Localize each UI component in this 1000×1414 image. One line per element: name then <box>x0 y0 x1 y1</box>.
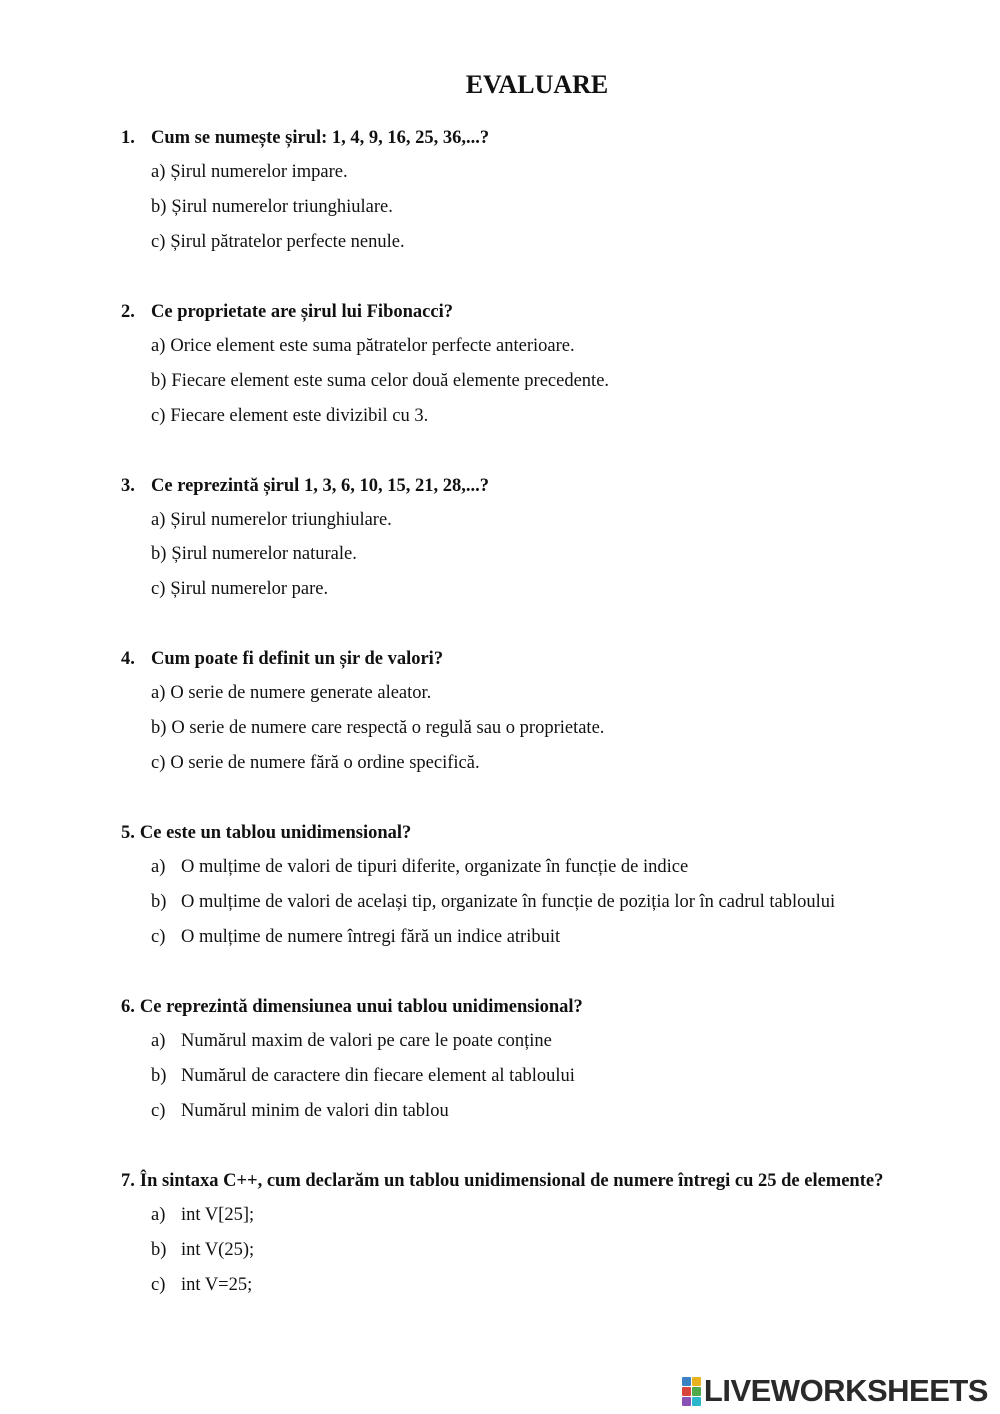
option-c[interactable]: c) O mulțime de numere întregi fără un indice atribuit <box>151 927 561 947</box>
option-b[interactable]: b) int V(25); <box>151 1240 255 1260</box>
question-number: 3. <box>121 476 135 496</box>
question-text: 5. Ce este un tablou unidimensional? <box>121 820 411 846</box>
option-c[interactable]: c) Fiecare element este divizibil cu 3. <box>151 406 429 426</box>
option-a[interactable]: a) Orice element este suma pătratelor perfecte anterioare. <box>151 336 575 356</box>
option-b[interactable]: b) O serie de numere care respectă o regulă sau o proprietate. <box>151 718 605 738</box>
question-text: 6. Ce reprezintă dimensiunea unui tablou unidimensional? <box>121 994 583 1020</box>
question-number: 4. <box>121 649 135 669</box>
question-number: 1. <box>121 128 135 148</box>
option-a[interactable]: a) O serie de numere generate aleator. <box>151 683 432 703</box>
option-a[interactable]: a) O mulțime de valori de tipuri diferite, organizate în funcție de indice <box>151 857 689 877</box>
question-number: 2. <box>121 302 135 322</box>
logo-square <box>692 1387 701 1396</box>
logo-square <box>682 1387 691 1396</box>
option-b[interactable]: b) Numărul de caractere din fiecare element al tabloului <box>151 1066 575 1086</box>
option-b[interactable]: b) O mulțime de valori de același tip, organizate în funcție de poziția lor în cadrul tabloului <box>151 892 836 912</box>
option-b[interactable]: b) Fiecare element este suma celor două elemente precedente. <box>151 371 610 391</box>
liveworksheets-logo[interactable] <box>682 1374 988 1408</box>
question-number: 5. <box>121 823 135 843</box>
question-text: 3. Ce reprezintă șirul 1, 3, 6, 10, 15, 21, 28,...? <box>121 473 489 499</box>
question-text: 7. În sintaxa C++, cum declarăm un tablou unidimensional de numere întregi cu 25 de elemente? <box>121 1168 883 1194</box>
logo-square <box>692 1377 701 1386</box>
option-c[interactable]: c) O serie de numere fără o ordine specifică. <box>151 753 480 773</box>
option-c[interactable]: c) Numărul minim de valori din tablou <box>151 1101 449 1121</box>
logo-text: LIVEWORKSHEETS <box>703 1373 988 1408</box>
option-a[interactable]: a) Șirul numerelor triunghiulare. <box>151 510 392 530</box>
page-title: EVALUARE <box>465 70 609 99</box>
option-c[interactable]: c) int V=25; <box>151 1275 253 1295</box>
question-text: 2. Ce proprietate are șirul lui Fibonacci? <box>121 299 453 325</box>
option-c[interactable]: c) Șirul numerelor pare. <box>151 579 329 599</box>
option-b[interactable]: b) Șirul numerelor triunghiulare. <box>151 197 393 217</box>
question-number: 6. <box>121 997 135 1017</box>
question-text: 1. Cum se numește șirul: 1, 4, 9, 16, 25, 36,...? <box>121 125 489 151</box>
option-a[interactable]: a) Șirul numerelor impare. <box>151 162 348 182</box>
question-number: 7. <box>121 1171 135 1191</box>
option-a[interactable]: a) int V[25]; <box>151 1205 255 1225</box>
logo-square <box>692 1397 701 1406</box>
logo-square <box>682 1397 691 1406</box>
logo-square <box>682 1377 691 1386</box>
logo-mark-icon <box>682 1377 701 1406</box>
question-text: 4. Cum poate fi definit un șir de valori? <box>121 646 443 672</box>
option-c[interactable]: c) Șirul pătratelor perfecte nenule. <box>151 232 405 252</box>
option-a[interactable]: a) Numărul maxim de valori pe care le poate conține <box>151 1031 552 1051</box>
option-b[interactable]: b) Șirul numerelor naturale. <box>151 544 357 564</box>
